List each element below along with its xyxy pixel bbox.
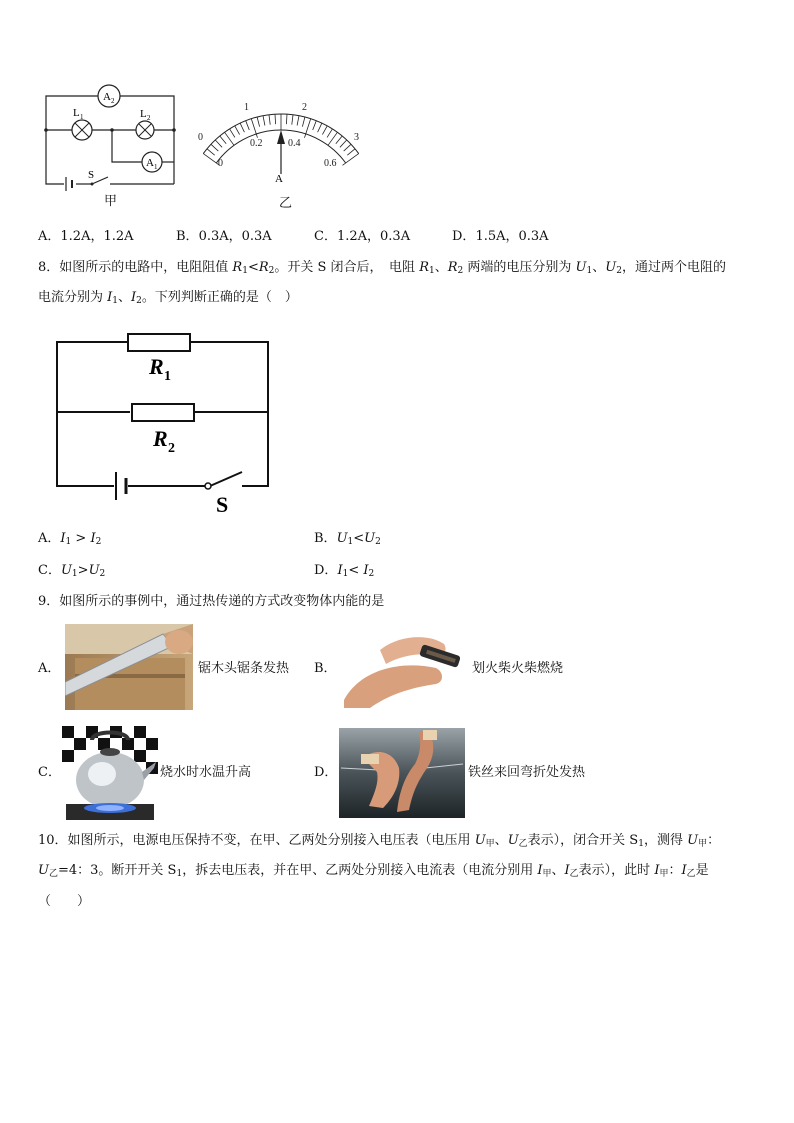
q7-option-b[interactable]: B．0.3A，0.3A: [176, 229, 272, 244]
q8-option-b[interactable]: B．$U_1<U_2$: [314, 531, 381, 547]
resistor-r1: [128, 334, 190, 351]
caption-yi: 乙: [279, 196, 293, 211]
caption-jia: 甲: [104, 194, 118, 209]
svg-text:2: 2: [147, 114, 151, 122]
dial-tick: [215, 140, 222, 147]
lamp-l1: [72, 107, 92, 140]
q9-option-a-caption: 锯木头锯条发热: [198, 661, 290, 676]
saw-wood-photo: [65, 624, 193, 710]
dial-tick: [297, 116, 299, 126]
dial-tick: [263, 116, 265, 126]
q10-stem-line1: 10．如图所示，电源电压保持不变，在甲、乙两处分别接入电压表（电压用 $U_甲$、$U_乙$表示），闭合开关 $S_1$，测得 $U_甲$：: [38, 833, 721, 849]
dial-tick: [257, 117, 260, 127]
dial-tick: [286, 114, 287, 124]
lamp-l2: [136, 108, 154, 139]
upper-tick-0: 0: [198, 132, 203, 143]
kettle-boiling-photo: [62, 726, 158, 820]
q9-option-a-letter[interactable]: A．: [38, 661, 61, 676]
pointer-arrow: [277, 130, 285, 144]
lower-tick-0.2: 0.2: [250, 138, 263, 149]
dial-tick: [313, 121, 317, 130]
svg-text:L: L: [140, 108, 147, 120]
q8-option-d[interactable]: D．$I_1< I_2$: [314, 563, 375, 579]
dial-tick: [275, 114, 276, 124]
dial-tick: [343, 154, 359, 166]
q9-option-d-letter[interactable]: D．: [314, 765, 338, 780]
dial-tick: [207, 149, 215, 155]
q10-stem-line2: $U_乙=4$：3。断开开关 $S_1$，拆去电压表，并在甲、乙两处分别接入电流表（电流分别用 $I_甲$、$I_乙$表示），此时 $I_甲$：$I_乙$是: [38, 863, 709, 879]
svg-text:A: A: [103, 91, 111, 103]
lower-tick-0.4: 0.4: [288, 138, 301, 149]
q9-option-c-caption: 烧水时水温升高: [160, 765, 252, 780]
upper-tick-2: 2: [302, 102, 307, 113]
dial-tick: [336, 136, 342, 144]
dial-tick: [302, 117, 305, 127]
svg-text:1: 1: [154, 163, 158, 171]
dial-tick: [220, 136, 226, 144]
svg-text:S: S: [216, 492, 229, 517]
svg-text:1: 1: [164, 369, 171, 384]
dial-tick: [230, 129, 235, 138]
svg-text:1: 1: [80, 113, 84, 121]
svg-text:R: R: [153, 426, 168, 451]
dial-tick: [246, 121, 250, 130]
svg-text:L: L: [73, 107, 80, 119]
dial-tick: [344, 144, 351, 151]
dial-unit: A: [275, 173, 283, 185]
q9-stem: 9．如图所示的事例中，通过热传递的方式改变物体内能的是: [38, 594, 385, 609]
q7-option-c[interactable]: C．1.2A，0.3A: [314, 229, 411, 244]
dial-tick: [347, 149, 355, 155]
q9-option-b-letter[interactable]: B．: [314, 661, 337, 676]
q8-stem-line2: 电流分别为 $I_1$、$I_2$。下列判断正确的是（ ）: [38, 290, 298, 306]
q9-option-d-caption: 铁丝来回弯折处发热: [468, 765, 586, 780]
svg-text:R: R: [149, 354, 164, 379]
ammeter-a2: [98, 85, 120, 107]
q8-option-a[interactable]: A．$I_1 > I_2$: [38, 531, 102, 547]
q9-option-b-caption: 划火柴火柴燃烧: [472, 661, 564, 676]
q8-option-c[interactable]: C．$U_1>U_2$: [38, 563, 106, 579]
ammeter-dial-yi: [192, 92, 370, 186]
dial-tick: [327, 129, 332, 138]
switch-label: S: [88, 169, 95, 181]
circuit-diagram-q8: [52, 328, 274, 518]
svg-text:A: A: [146, 157, 154, 169]
q9-option-c-letter[interactable]: C．: [38, 765, 61, 780]
dial-tick: [235, 126, 240, 135]
dial-tick: [318, 123, 322, 132]
dial-tick: [340, 140, 347, 147]
strike-match-photo: [340, 630, 468, 708]
lower-tick-0: 0: [218, 158, 223, 169]
q10-answer-blank: （ ）: [38, 894, 91, 909]
dial-tick: [292, 115, 293, 125]
bend-wire-photo: [339, 728, 465, 818]
dial-tick: [240, 123, 244, 132]
q7-option-a[interactable]: A．1.2A，1.2A: [38, 229, 134, 244]
svg-text:2: 2: [168, 441, 175, 456]
dial-tick: [211, 144, 218, 151]
upper-tick-1: 1: [244, 102, 249, 113]
dial-tick: [322, 126, 327, 135]
upper-tick-3: 3: [354, 132, 359, 143]
q7-option-d[interactable]: D．1.5A，0.3A: [452, 229, 549, 244]
ammeter-a1: [142, 152, 162, 172]
svg-text:2: 2: [111, 97, 115, 105]
q8-stem-line1: 8．如图所示的电路中，电阻阻值 $R_1<R_2$。开关 S 闭合后， 电阻 $R_1$、$R_2$ 两端的电压分别为 $U_1$、$U_2$，通过两个电阻的: [38, 260, 726, 276]
lower-tick-0.6: 0.6: [324, 158, 337, 169]
resistor-r2: [132, 404, 194, 421]
dial-tick: [269, 115, 270, 125]
